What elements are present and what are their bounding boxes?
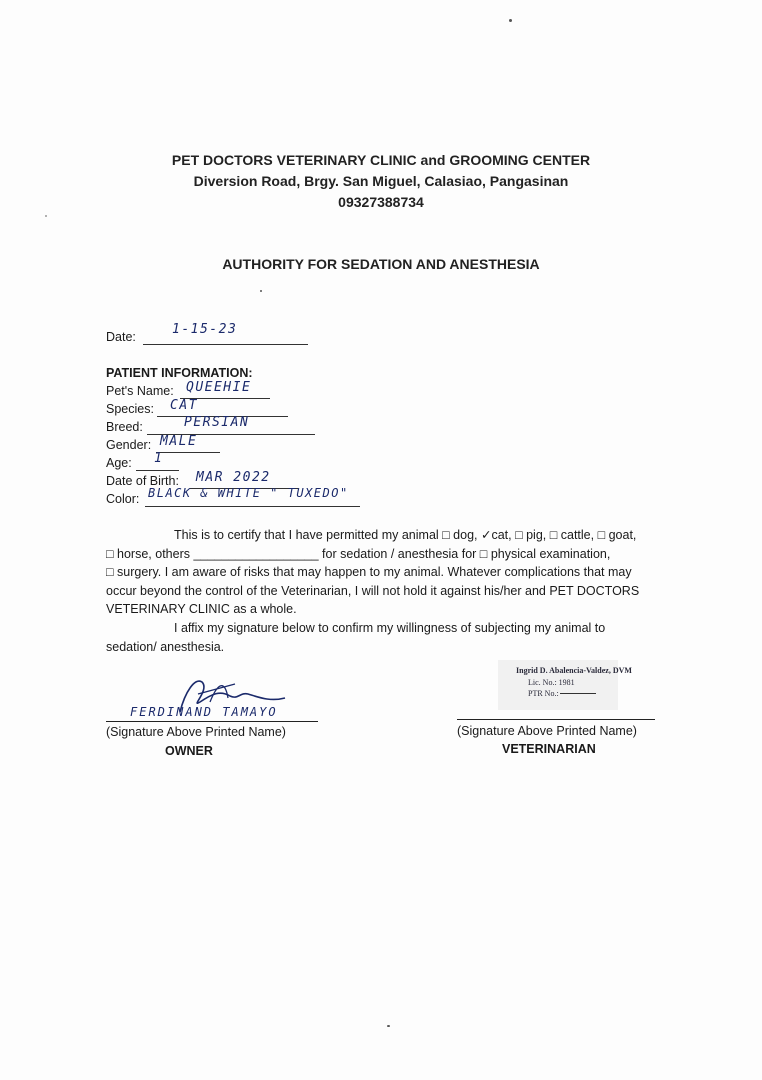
stamp-vet-name: Ingrid D. Abalencia-Valdez, DVM — [516, 666, 632, 675]
species-label: Species: — [106, 402, 154, 416]
color-label: Color: — [106, 492, 140, 506]
cert-line-1: This is to certify that I have permitted my animal □ dog, ✓cat, □ pig, □ cattle, □ goat, — [174, 528, 637, 542]
color-value: BLACK & WHITE " TUXEDO" — [148, 486, 349, 500]
owner-signature-line — [106, 721, 318, 722]
cert-line-3: □ surgery. I am aware of risks that may happen to my animal. Whatever complications that may — [106, 565, 632, 580]
cert-line-4: occur beyond the control of the Veterinarian, I will not hold it against his/her and PET DOCTORS — [106, 583, 640, 598]
stamp-license: Lic. No.: 1981 — [528, 678, 575, 687]
species-value: CAT — [170, 398, 198, 413]
pet-name-row — [106, 384, 174, 398]
cert-line-2: □ horse, others __________________ for sedation / anesthesia for □ physical examination, — [106, 546, 611, 561]
cert-line-7: sedation/ anesthesia. — [106, 639, 225, 654]
species-row — [106, 402, 154, 416]
color-row — [106, 492, 139, 506]
date-label: Date: — [106, 330, 136, 344]
clinic-header — [0, 150, 762, 213]
gender-row — [106, 438, 151, 452]
owner-printed-name: FERDINAND TAMAYO — [130, 705, 278, 719]
veterinarian-caption: (Signature Above Printed Name) — [457, 724, 637, 738]
scan-speck — [387, 1025, 390, 1027]
clinic-phone: 09327388734 — [338, 194, 424, 210]
pet-name-value: QUEEHIE — [186, 380, 252, 395]
gender-value: MALE — [160, 434, 198, 449]
scan-speck — [509, 19, 512, 22]
dob-value: MAR 2022 — [196, 470, 271, 485]
date-value: 1-15-23 — [172, 322, 238, 337]
clinic-address: Diversion Road, Brgy. San Miguel, Calasiao, Pangasinan — [193, 173, 569, 189]
breed-value: PERSIAN — [184, 415, 250, 430]
cert-line-6: I affix my signature below to confirm my willingness of subjecting my animal to — [174, 620, 606, 635]
owner-caption: (Signature Above Printed Name) — [106, 725, 286, 739]
dob-label: Date of Birth: — [106, 474, 179, 488]
gender-label: Gender: — [106, 438, 152, 452]
breed-row — [106, 420, 143, 434]
age-row — [106, 456, 132, 470]
clinic-name: PET DOCTORS VETERINARY CLINIC and GROOMING CENTER — [171, 152, 591, 168]
form-title: AUTHORITY FOR SEDATION AND ANESTHESIA — [222, 256, 540, 272]
breed-label: Breed: — [106, 420, 143, 434]
veterinarian-stamp — [498, 660, 632, 710]
stamp-ptr: PTR No.: — [528, 689, 559, 698]
veterinarian-signature-line — [457, 719, 655, 720]
certification-text — [106, 526, 678, 656]
owner-role: OWNER — [165, 744, 213, 758]
age-value: 1 — [154, 451, 164, 466]
cert-line-5: VETERINARY CLINIC as a whole. — [106, 602, 297, 617]
age-label: Age: — [106, 456, 132, 470]
stamp-ptr-line — [560, 693, 596, 694]
scan-speck — [45, 215, 47, 217]
date-row — [106, 330, 136, 344]
veterinarian-role: VETERINARIAN — [502, 742, 596, 756]
scan-speck — [260, 290, 262, 292]
pet-name-label: Pet's Name: — [106, 384, 174, 398]
patient-info-heading: PATIENT INFORMATION: — [106, 366, 253, 380]
